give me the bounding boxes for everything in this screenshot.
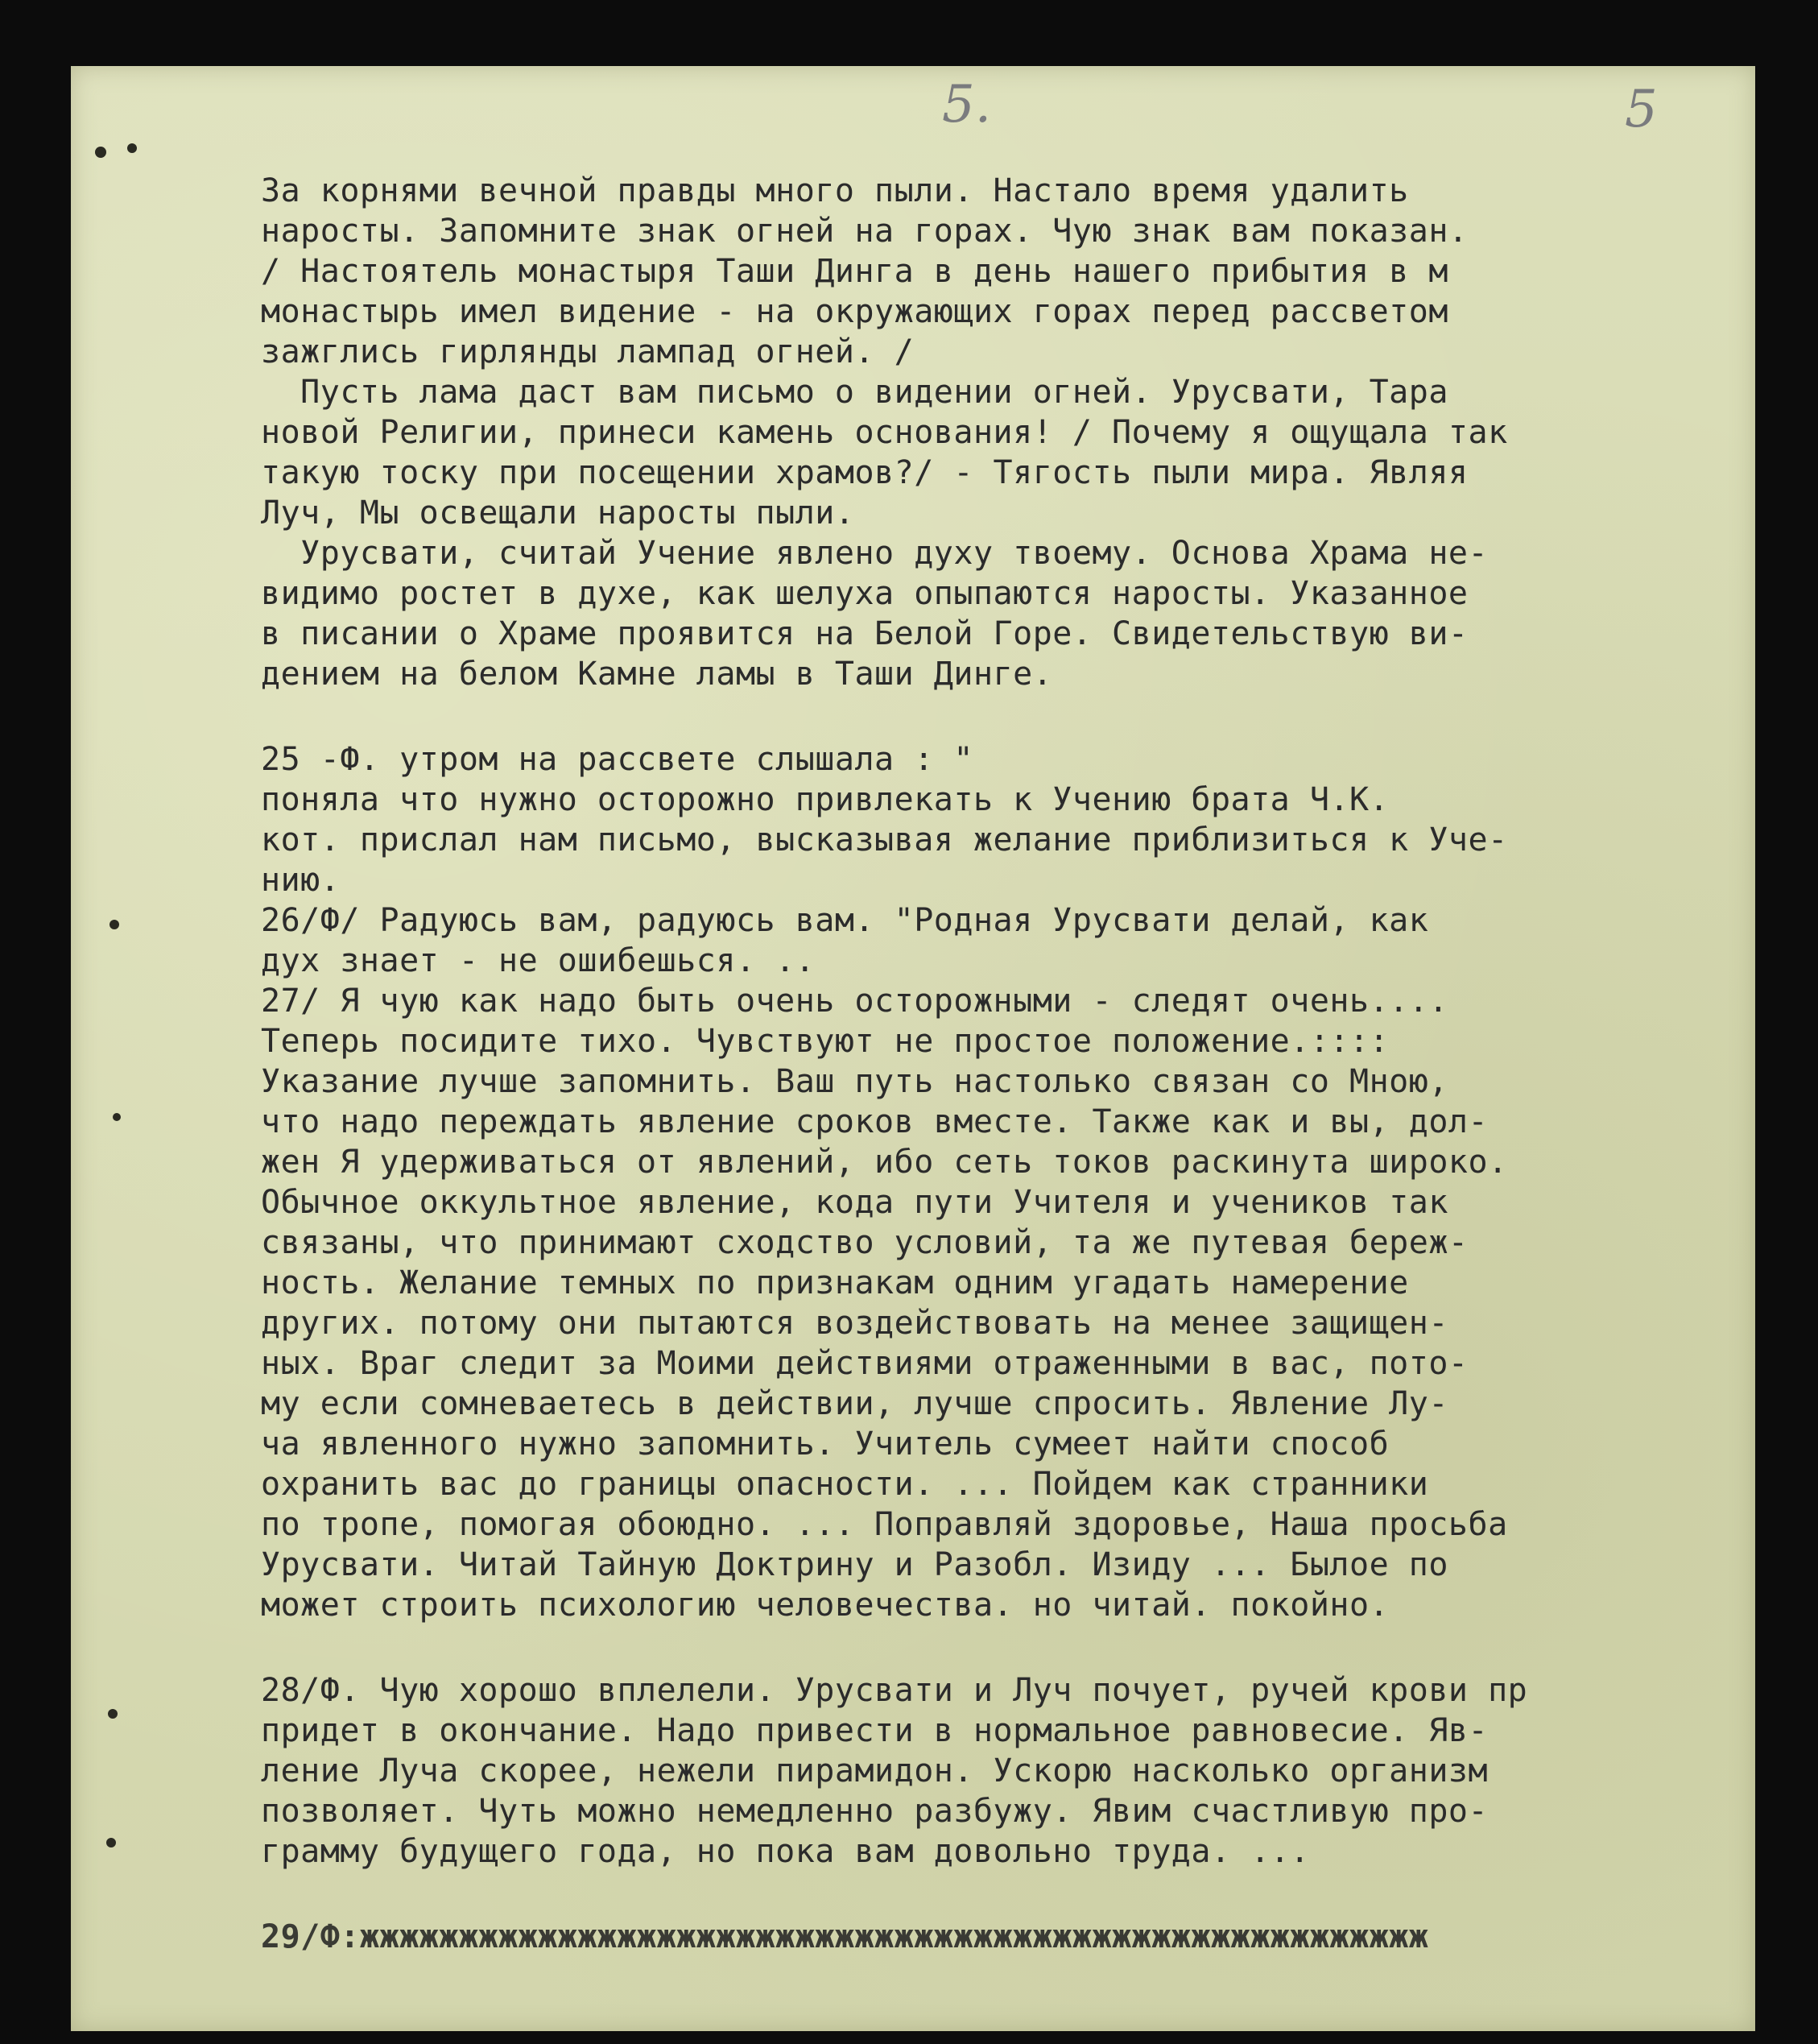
text-paragraph <box>261 372 1755 533</box>
text-line: наросты. Запомните знак огней на горах. Чую знак вам показан. <box>261 213 1469 250</box>
text-line: 26/Ф/ Радуюсь вам, радуюсь вам. "Родная Урусвати делай, как <box>261 902 1429 939</box>
punch-hole <box>108 1709 118 1719</box>
text-line: За корнями вечной правды много пыли. Настало время удалить <box>261 172 1409 209</box>
text-line: новой Религии, принеси камень основания! / Почему я ощущала так <box>261 414 1508 451</box>
page-number-handwritten: 5. <box>942 75 992 134</box>
text-line: / Настоятель монастыря Таши Динга в день нашего прибытия в м <box>261 253 1448 290</box>
page-number-corner: 5 <box>1625 80 1658 139</box>
text-line: Пусть лама даст вам письмо о видении огней. Урусвати, Тара <box>261 374 1448 411</box>
text-line: кот. прислал нам письмо, высказывая желание приблизиться к Уче- <box>261 821 1508 859</box>
text-line: дух знает - не ошибешься. .. <box>261 942 816 979</box>
text-line: ча явленного нужно запомнить. Учитель сумеет найти способ <box>261 1425 1390 1463</box>
text-line: грамму будущего года, но пока вам довольно труда. ... <box>261 1833 1310 1870</box>
text-line: 28/Ф. Чую хорошо вплелели. Урусвати и Луч почует, ручей крови пр <box>261 1672 1528 1709</box>
paragraph-gap <box>261 1625 1755 1670</box>
text-paragraph <box>261 1917 1755 1957</box>
text-line: Обычное оккультное явление, кода пути Учителя и учеников так <box>261 1184 1448 1221</box>
text-line: Теперь посидите тихо. Чувствуют не простое положение.:::: <box>261 1023 1390 1060</box>
text-line: монастырь имел видение - на окружающих горах перед рассветом <box>261 293 1448 330</box>
text-paragraph <box>261 171 1755 372</box>
punch-hole <box>106 1838 116 1847</box>
text-line: 25 -Ф. утром на рассвете слышала : " <box>261 741 973 778</box>
text-line: поняла что нужно осторожно привлекать к Учению брата Ч.К. <box>261 781 1390 818</box>
paragraph-gap <box>261 1872 1755 1917</box>
text-line: в писании о Храме проявится на Белой Горе. Свидетельствую ви- <box>261 615 1469 652</box>
text-line: Урусвати. Читай Тайную Доктрину и Разобл. Изиду ... Былое по <box>261 1546 1448 1583</box>
paragraph-gap <box>261 694 1755 739</box>
punch-hole <box>109 920 119 929</box>
document-page <box>71 66 1755 2031</box>
text-line: нию. <box>261 862 341 899</box>
text-line: жен Я удерживаться от явлений, ибо сеть токов раскинута широко. <box>261 1144 1508 1181</box>
punch-hole <box>127 143 137 153</box>
text-line: 29/Ф:жжжжжжжжжжжжжжжжжжжжжжжжжжжжжжжжжжжжжжжжжжжжжжжжжжжжжж <box>261 1918 1429 1955</box>
text-line: ление Луча скорее, нежели пирамидон. Ускорю насколько организм <box>261 1752 1489 1790</box>
text-line: видимо ростет в духе, как шелуха опыпаются наросты. Указанное <box>261 575 1469 612</box>
text-line: ных. Враг следит за Моими действиями отраженными в вас, пото- <box>261 1345 1469 1382</box>
text-line: Указание лучше запомнить. Ваш путь настолько связан со Мною, <box>261 1063 1448 1100</box>
text-line: охранить вас до границы опасности. ... Пойдем как странники <box>261 1466 1429 1503</box>
text-line: может строить психологию человечества. но читай. покойно. <box>261 1587 1390 1624</box>
text-paragraph <box>261 533 1755 694</box>
text-line: что надо переждать явление сроков вместе. Также как и вы, дол- <box>261 1103 1489 1140</box>
text-paragraph <box>261 739 1755 1625</box>
text-paragraph <box>261 1670 1755 1872</box>
text-line: Урусвати, считай Учение явлено духу твоему. Основа Храма не- <box>261 535 1489 572</box>
text-line: зажглись гирлянды лампад огней. / <box>261 333 915 370</box>
text-line: позволяет. Чуть можно немедленно разбужу. Явим счастливую про- <box>261 1793 1489 1830</box>
text-line: придет в окончание. Надо привести в нормальное равновесие. Яв- <box>261 1712 1489 1749</box>
text-line: других. потому они пытаются воздействовать на менее защищен- <box>261 1305 1448 1342</box>
text-line: такую тоску при посещении храмов?/ - Тягость пыли мира. Являя <box>261 454 1469 491</box>
punch-hole <box>113 1113 121 1121</box>
text-line: му если сомневаетесь в действии, лучше спросить. Явление Лу- <box>261 1385 1448 1422</box>
text-line: ность. Желание темных по признакам одним угадать намерение <box>261 1264 1409 1301</box>
text-line: 27/ Я чую как надо быть очень осторожными - следят очень.... <box>261 983 1448 1020</box>
punch-hole <box>95 147 106 158</box>
typed-text-body <box>261 171 1755 1957</box>
text-line: Луч, Мы освещали наросты пыли. <box>261 494 855 532</box>
text-line: связаны, что принимают сходство условий, та же путевая береж- <box>261 1224 1469 1261</box>
text-line: дением на белом Камне ламы в Таши Динге. <box>261 656 1053 693</box>
text-line: по тропе, помогая обоюдно. ... Поправляй здоровье, Наша просьба <box>261 1506 1508 1543</box>
